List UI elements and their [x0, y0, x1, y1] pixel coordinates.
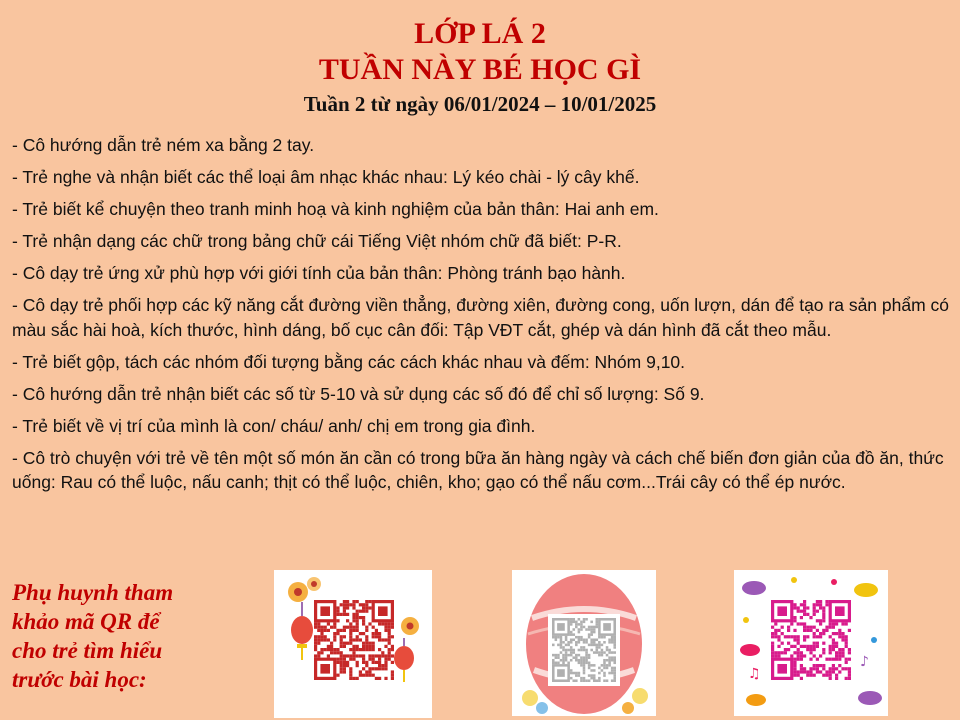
lesson-item: - Trẻ biết về vị trí của mình là con/ cháu/ anh/ chị em trong gia đình.	[12, 415, 536, 436]
lesson-item: - Cô hướng dẫn trẻ ném xa bằng 2 tay.	[12, 135, 315, 155]
parent-note	[12, 578, 212, 694]
lesson-item: - Cô dạy trẻ ứng xử phù hợp với giới tính của bản thân: Phòng tránh bạo hành.	[12, 263, 626, 283]
qr-code-lunar-new-year[interactable]	[274, 570, 432, 718]
lesson-item: - Cô hướng dẫn trẻ nhận biết các số từ 5-10 và sử dụng các số đó để chỉ số lượng: Số 9.	[12, 383, 705, 404]
svg-text:♫: ♫	[748, 666, 761, 682]
svg-text:♪: ♪	[860, 654, 869, 670]
lesson-item: - Trẻ biết gộp, tách các nhóm đối tượng bằng các cách khác nhau và đếm: Nhóm 9,10.	[12, 351, 686, 372]
parent-note-line: cho trẻ tìm hiểu	[12, 638, 163, 663]
week-title: TUẦN NÀY BÉ HỌC GÌ	[318, 53, 642, 86]
qr-code-party-mask[interactable]	[734, 570, 888, 716]
parent-note-line: khảo mã QR để	[12, 609, 160, 634]
qr-code-party-mask-icon	[734, 570, 888, 716]
lesson-item: - Trẻ biết kể chuyện theo tranh minh hoạ và kinh nghiệm của bản thân: Hai anh em.	[12, 199, 659, 219]
class-title: LỚP LÁ 2	[414, 17, 546, 50]
qr-code-easter-egg[interactable]	[512, 570, 656, 716]
header	[0, 16, 960, 118]
parent-note-line: Phụ huynh tham	[12, 580, 174, 605]
lesson-item: - Trẻ nghe và nhận biết các thể loại âm nhạc khác nhau: Lý kéo chài - lý cây khế.	[12, 167, 640, 187]
lesson-list	[12, 133, 957, 502]
qr-code-easter-egg-icon	[512, 570, 656, 716]
qr-code-lunar-new-year-icon	[274, 570, 432, 718]
parent-note-line: trước bài học:	[12, 667, 147, 692]
lesson-item: - Cô dạy trẻ phối hợp các kỹ năng cắt đường viền thẳng, đường xiên, đường cong, uốn lượn, dán để tạo ra sản phẩm có màu sắc hài hoà, kích thước, hình dáng, bố cục cân đối: Tập VĐT cắt, ghép và dán hình đã cắt theo mẫu.	[12, 295, 950, 340]
week-date-range: Tuần 2 từ ngày 06/01/2024 – 10/01/2025	[303, 92, 657, 116]
lesson-item: - Trẻ nhận dạng các chữ trong bảng chữ cái Tiếng Việt nhóm chữ đã biết: P-R.	[12, 231, 622, 251]
lesson-item: - Cô trò chuyện với trẻ về tên một số món ăn cần có trong bữa ăn hàng ngày và cách chế biến đơn giản của đồ ăn, thức uống: Rau có thể luộc, nấu canh; thịt có thể luộc, chiên, kho; gạo có thể nấu cơm...Trái cây có thể ép nước.	[12, 447, 944, 492]
